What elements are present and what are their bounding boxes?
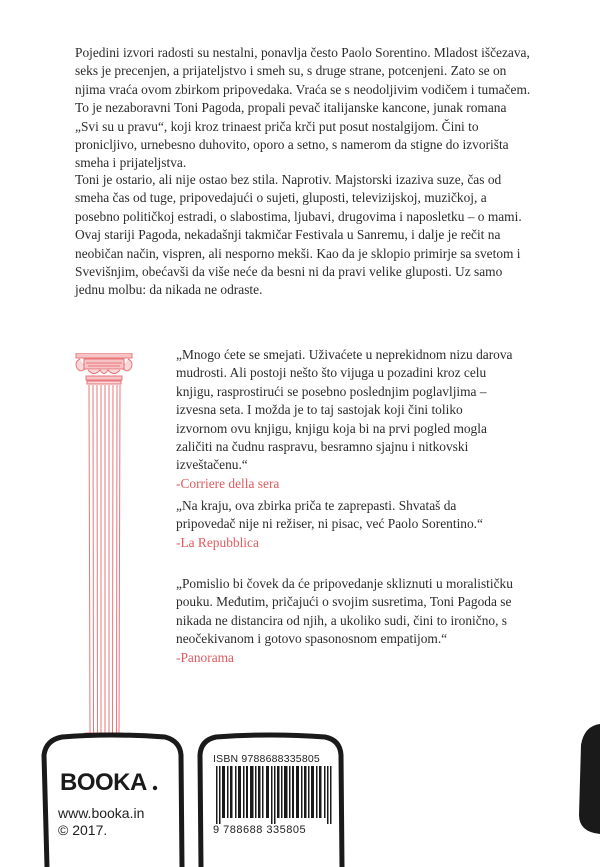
quote-text: „Pomislio bi čovek da će pripovedanje skliznuti u moralističku pouku. Međutim, pričajući o svojim susretima, Toni Pagoda se nikada ne distancira od njih, a ukoliko sudi, čini to ironično, s neočekivanom i gotovo spasonosnom empatijom.“ <box>176 576 513 647</box>
review-quote-1 <box>176 346 516 493</box>
barcode-digits: 9 788688 335805 <box>213 824 307 836</box>
review-quote-3 <box>176 575 516 667</box>
blurb-paragraph-2: Toni je ostario, ali nije ostao bez stila. Naprotiv. Majstorski izaziva suze, čas od smeha čas od tuge, pripovedajući o sujeti, gluposti, televizijskoj, muzičkoj, a posebno političkoj estradi, o slabostima, ljubavi, drugovima i naposletku – o mami. Ovaj stariji Pagoda, nekadašnji takmičar Festivala u Sanremu, i dalje je rečit na neobičan način, vispren, ali nesporno mekši. Kao da je sklopio primirje sa svetom i Svevišnjim, obećavši da više neće da besni ni da pravi velike gluposti. Uz samo jednu molbu: da nikada ne odraste. <box>75 172 522 298</box>
publisher-website: www.booka.in <box>58 805 145 821</box>
svg-text:BOOKA: BOOKA <box>60 769 147 793</box>
quote-source: -Panorama <box>176 649 235 665</box>
review-quote-2 <box>176 497 516 552</box>
quote-source: -Corriere della sera <box>176 475 280 491</box>
barcode-icon <box>216 766 332 824</box>
isbn-label: ISBN 9788688335805 <box>213 753 320 765</box>
copyright-notice: © 2017. <box>58 822 108 838</box>
quote-text: „Mnogo ćete se smejati. Uživaćete u neprekidnom nizu darova mudrosti. Ali postoji nešto što vijuga u pozadini kroz celu knjigu, rasprostirući se posebno poslednjim poglavljima – izvesna seta. I možda je to taj sastojak koji čini toliko izvornom ovu knjigu, knjigu koja bi na prvi pogled mogla zaličiti na čudnu raspravu, besramno sjajnu i nitkovski izveštačenu.“ <box>176 347 513 473</box>
blurb-paragraph-1: Pojedini izvori radosti su nestalni, ponavlja često Paolo Sorentino. Mladost iščezava, seks je precenjen, a prijateljstvo i smeh su, s druge strane, potcenjeni. Zato se on njima vraća ovom zbirkom pripovedaka. Vraća se s neodoljivim vodičem i tumačem. To je nezaboravni Toni Pagoda, propali pevač italijanske kancone, junak romana „Svi su u pravu“, koji kroz trinaest priča krči put posut nostalgijom. Čini to pronicljivo, urnebesno duhovito, oporo a setno, s namerom da stigne do izvorišta smeha i prijateljstva. <box>75 45 531 171</box>
quote-source: -La Repubblica <box>176 534 259 550</box>
publisher-logo <box>60 769 160 793</box>
quote-text: „Na kraju, ova zbirka priča te zaprepasti. Shvataš da pripovedač nije ni režiser, ni pisac, već Paolo Sorentino.“ <box>176 498 483 532</box>
ionic-column-icon <box>74 353 134 745</box>
